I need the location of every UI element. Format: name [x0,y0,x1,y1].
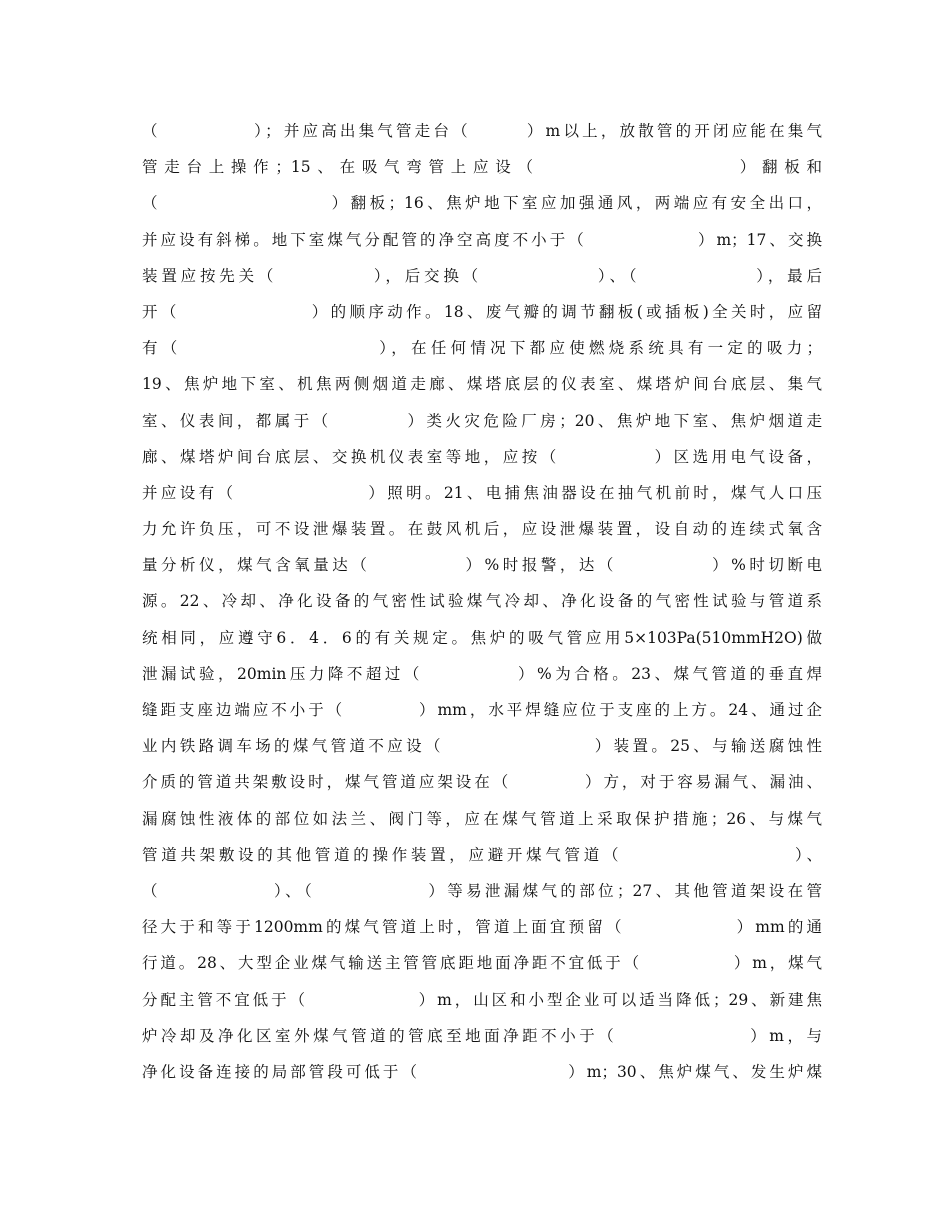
text-line: 量分析仪，煤气含氧量达（ ）%时报警，达（ ）%时切断电 [142,556,822,575]
text-line: 廊、煤塔炉间台底层、交换机仪表室等地，应按（ ）区选用电气设备， [142,447,822,466]
text-line: 介质的管道共架敷设时，煤气管道应架设在（ ）方，对于容易漏气、漏油、 [142,773,822,792]
body-text [142,116,822,1093]
text-line: 漏腐蚀性液体的部位如法兰、阀门等，应在煤气管道上采取保护措施；26、与煤气 [142,809,822,828]
text-line: 装置应按先关（ ），后交换（ ）、（ ），最后 [142,266,822,285]
text-line: 统相同，应遵守6．4．6的有关规定。焦炉的吸气管应用5×103Pa(510mmH2O)做 [142,628,822,647]
text-line: 管走台上操作；15、在吸气弯管上应设（ ）翻板和 [142,158,822,177]
text-line: 径大于和等于1200mm的煤气管道上时，管道上面宜预留（ ）mm的通 [142,918,822,937]
text-line: 19、焦炉地下室、机焦两侧烟道走廊、煤塔底层的仪表室、煤塔炉间台底层、集气 [142,375,822,394]
text-line: 并应设有斜梯。地下室煤气分配管的净空高度不小于（ ）m；17、交换 [142,230,822,249]
text-line: 室、仪表间，都属于（ ）类火灾危险厂房；20、焦炉地下室、焦炉烟道走 [142,411,822,430]
text-line: 炉冷却及净化区室外煤气管道的管底至地面净距不小于（ ）m，与 [142,1026,822,1045]
text-line: 开（ ）的顺序动作。18、废气瓣的调节翻板(或插板)全关时，应留 [142,302,822,321]
text-line: （ ）；并应高出集气管走台（ ）m以上，放散管的开闭应能在集气 [142,122,822,140]
text-line: 缝距支座边端应不小于（ ）mm，水平焊缝应位于支座的上方。24、通过企 [142,701,822,719]
text-line: （ ）翻板；16、焦炉地下室应加强通风，两端应有安全出口， [142,194,822,213]
text-line: 业内铁路调车场的煤气管道不应设（ ）装置。25、与输送腐蚀性 [142,737,822,756]
text-line: 有（ ），在任何情况下都应使燃烧系统具有一定的吸力； [142,339,822,358]
text-line: 源。22、冷却、净化设备的气密性试验煤气冷却、净化设备的气密性试验与管道系 [142,592,822,611]
text-line: 力允许负压，可不设泄爆装置。在鼓风机后，应设泄爆装置，设自动的连续式氧含 [142,520,822,539]
text-line: 分配主管不宜低于（ ）m，山区和小型企业可以适当降低；29、新建焦 [142,990,822,1009]
text-line: 并应设有（ ）照明。21、电捕焦油器设在抽气机前时，煤气人口压 [142,483,822,502]
text-line: 净化设备连接的局部管段可低于（ ）m；30、焦炉煤气、发生炉煤 [142,1062,822,1081]
text-line: 泄漏试验，20min压力降不超过（ ）%为合格。23、煤气管道的垂直焊 [142,664,822,683]
text-line: （ ）、（ ）等易泄漏煤气的部位；27、其他管道架设在管 [142,881,822,900]
text-line: 行道。28、大型企业煤气输送主管管底距地面净距不宜低于（ ）m，煤气 [142,954,822,973]
text-line: 管道共架敷设的其他管道的操作装置，应避开煤气管道（ ）、 [142,845,822,864]
